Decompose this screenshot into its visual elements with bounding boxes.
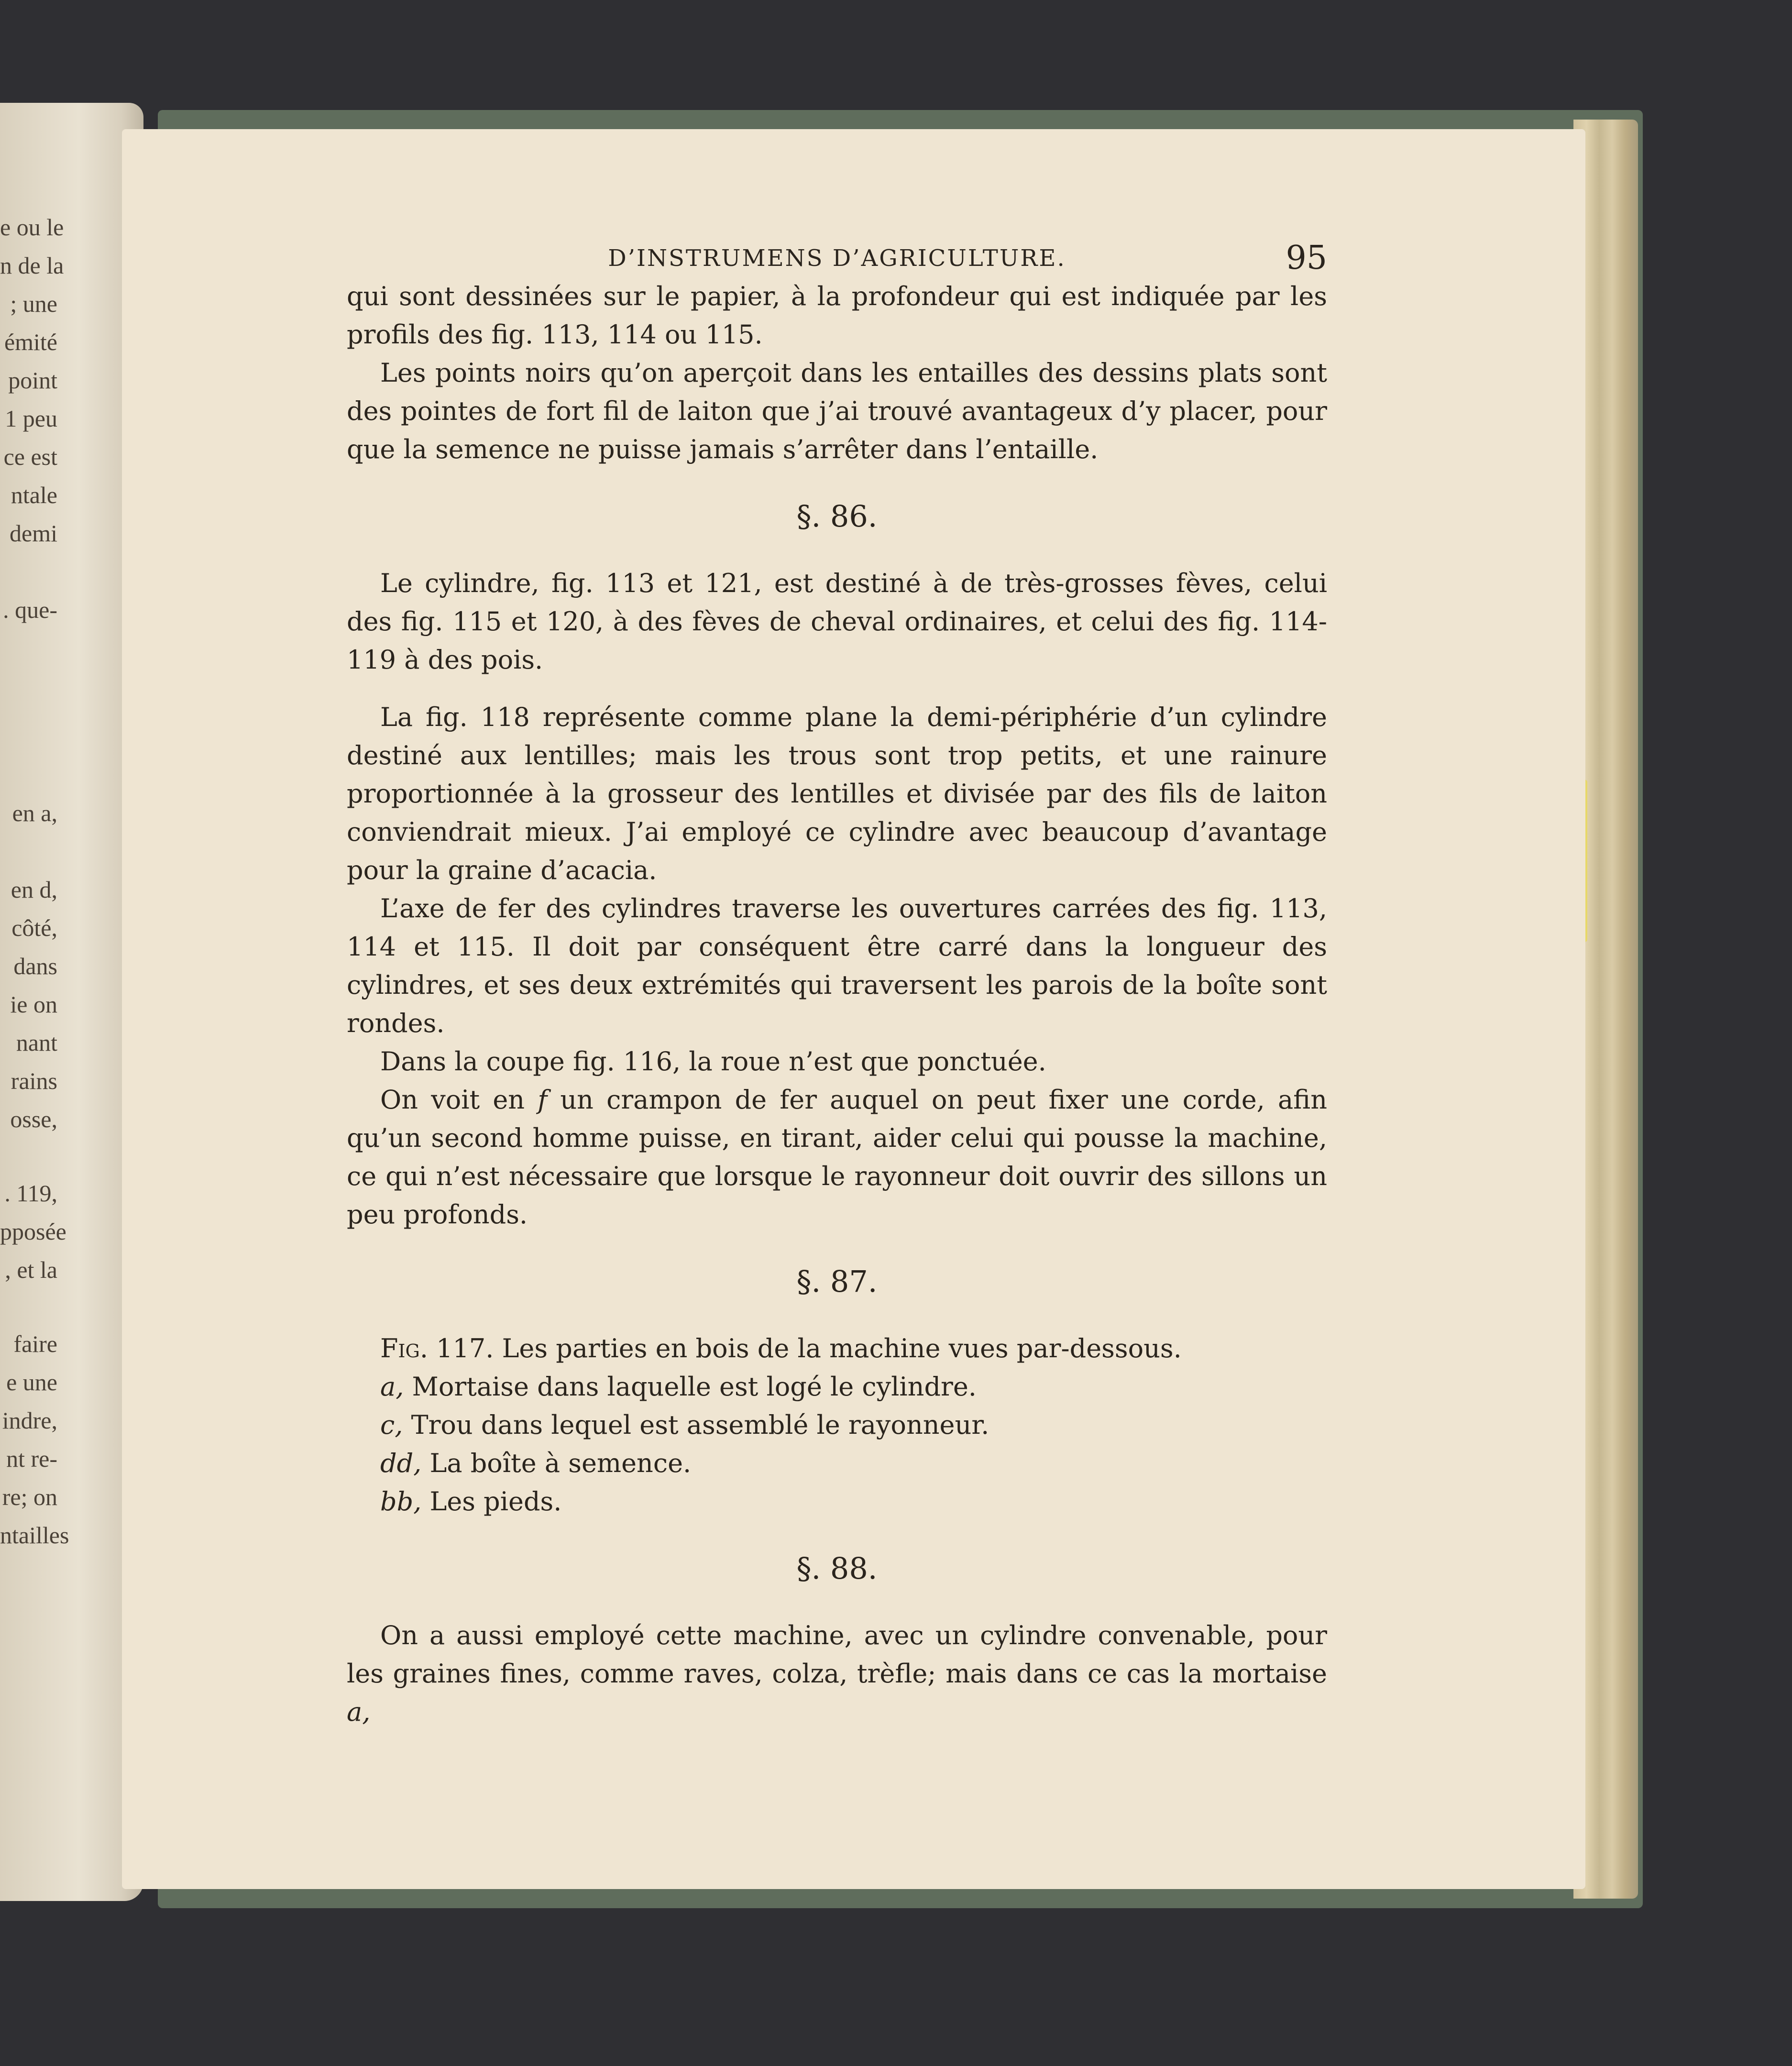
facing-page-fragment: en d, bbox=[11, 876, 57, 903]
facing-page-fragment: . 119, bbox=[4, 1180, 57, 1207]
facing-page-fragment: ntailles bbox=[0, 1522, 69, 1549]
legend-key: bb, bbox=[380, 1486, 422, 1517]
facing-page-fragment: émité bbox=[4, 329, 57, 355]
facing-page-fragment: faire bbox=[13, 1330, 57, 1357]
facing-page-fragment: . que- bbox=[3, 596, 57, 623]
section-86-heading: §. 86. bbox=[796, 499, 878, 534]
facing-page-fragment: , et la bbox=[5, 1256, 57, 1283]
facing-page-fragment: ie on bbox=[10, 991, 57, 1018]
legend-item bbox=[347, 1406, 1327, 1444]
facing-page-fragment: ce est bbox=[3, 443, 57, 470]
facing-page-fragment: demi bbox=[10, 520, 57, 547]
paragraph-8-letter: a, bbox=[347, 1697, 371, 1727]
facing-page-fragment: indre, bbox=[2, 1407, 57, 1434]
facing-page-fragment: pposée bbox=[0, 1218, 66, 1245]
facing-page-fragment: dans bbox=[13, 953, 57, 979]
figure-caption-text: Les parties en bois de la machine vues par-dessous. bbox=[494, 1333, 1182, 1363]
facing-page-fragment: ntale bbox=[11, 482, 57, 508]
legend-text: La boîte à semence. bbox=[421, 1448, 692, 1478]
paragraph-2: Les points noirs qu’on aperçoit dans les entailles des dessins plats sont des pointes de fort fil de laiton que j’ai trouvé avantageux d’y placer, pour que la semence ne puisse jamais s’arrêter dans l’entaille. bbox=[347, 358, 1327, 464]
paragraph-6: Dans la coupe fig. 116, la roue n’est que ponctuée. bbox=[380, 1046, 1046, 1077]
facing-page-fragment: ; une bbox=[10, 290, 57, 317]
facing-page-fragment: 1 peu bbox=[5, 405, 57, 432]
facing-page-fragment: e une bbox=[6, 1369, 57, 1396]
facing-page-fragment: rains bbox=[11, 1067, 57, 1094]
legend-key: c, bbox=[380, 1410, 403, 1440]
facing-page-fragment: point bbox=[8, 367, 57, 394]
legend-text: Trou dans lequel est assemblé le rayonneur. bbox=[403, 1410, 989, 1440]
facing-page-fragment: n de la bbox=[0, 252, 64, 279]
running-head-title: D’INSTRUMENS D’AGRICULTURE. bbox=[608, 245, 1066, 272]
page-text bbox=[347, 239, 1327, 1731]
section-87-heading: §. 87. bbox=[796, 1264, 878, 1299]
paragraph-7-end: un crampon de fer auquel on peut fixer une corde, afin qu’un second homme puisse, en tirant, aider celui qui pousse la machine, ce qui n’est nécessaire que lorsque le rayonneur doit ouvrir des sillons un peu profonds. bbox=[347, 1085, 1327, 1230]
page-number: 95 bbox=[1286, 239, 1327, 277]
facing-page-fragment: osse, bbox=[10, 1106, 57, 1132]
paragraph-8-text: On a aussi employé cette machine, avec un cylindre convenable, pour les graines fines, comme raves, colza, trèfle; mais dans ce cas la mortaise bbox=[347, 1620, 1327, 1689]
legend-list bbox=[347, 1368, 1327, 1521]
facing-page-fragment: nt re- bbox=[6, 1445, 57, 1472]
facing-page-fragment: nant bbox=[16, 1029, 57, 1056]
running-head bbox=[347, 239, 1327, 277]
right-page bbox=[122, 129, 1585, 1889]
facing-page-fragment: côté, bbox=[11, 914, 57, 941]
paragraph-3: Le cylindre, fig. 113 et 121, est destiné à de très-grosses fèves, celui des fig. 115 et 120, à des fèves de cheval ordinaires, et celui des fig. 114-119 à des pois. bbox=[347, 568, 1327, 675]
paragraph-7-letter: f bbox=[538, 1085, 548, 1115]
paragraph-7 bbox=[347, 1081, 1327, 1234]
paragraph-7-start: On voit en bbox=[380, 1085, 538, 1115]
legend-key: dd, bbox=[380, 1448, 422, 1478]
legend-item bbox=[347, 1368, 1327, 1406]
legend-item bbox=[347, 1444, 1327, 1483]
legend-text: Les pieds. bbox=[421, 1486, 562, 1517]
paragraph-4: La fig. 118 représente comme plane la demi-périphérie d’un cylindre destiné aux lentilles; mais les trous sont trop petits, et une rainure proportionnée à la grosseur des lentilles et divisée par des fils de laiton conviendrait mieux. J’ai employé ce cylindre avec beaucoup d’avantage pour la graine d’acacia. bbox=[347, 702, 1327, 885]
facing-page-fragment: e ou le bbox=[0, 214, 64, 241]
legend-key: a, bbox=[380, 1372, 404, 1402]
facing-page-fragment: re; on bbox=[2, 1484, 57, 1510]
legend-text: Mortaise dans laquelle est logé le cylindre. bbox=[404, 1372, 977, 1402]
section-88-heading: §. 88. bbox=[796, 1551, 878, 1586]
facing-page-fragment: en a, bbox=[12, 800, 57, 826]
legend-item bbox=[347, 1483, 1327, 1521]
paragraph-1: qui sont dessinées sur le papier, à la profondeur qui est indiquée par les profils des fig. 113, 114 ou 115. bbox=[347, 281, 1327, 350]
paragraph-5: L’axe de fer des cylindres traverse les ouvertures carrées des fig. 113, 114 et 115. Il doit par conséquent être carré dans la longueur des cylindres, et ses deux extrémités qui traversent les parois de la boîte sont rondes. bbox=[347, 893, 1327, 1038]
paragraph-8 bbox=[347, 1616, 1327, 1731]
figure-label: Fig. 117. bbox=[380, 1333, 494, 1363]
figure-caption bbox=[347, 1330, 1327, 1368]
